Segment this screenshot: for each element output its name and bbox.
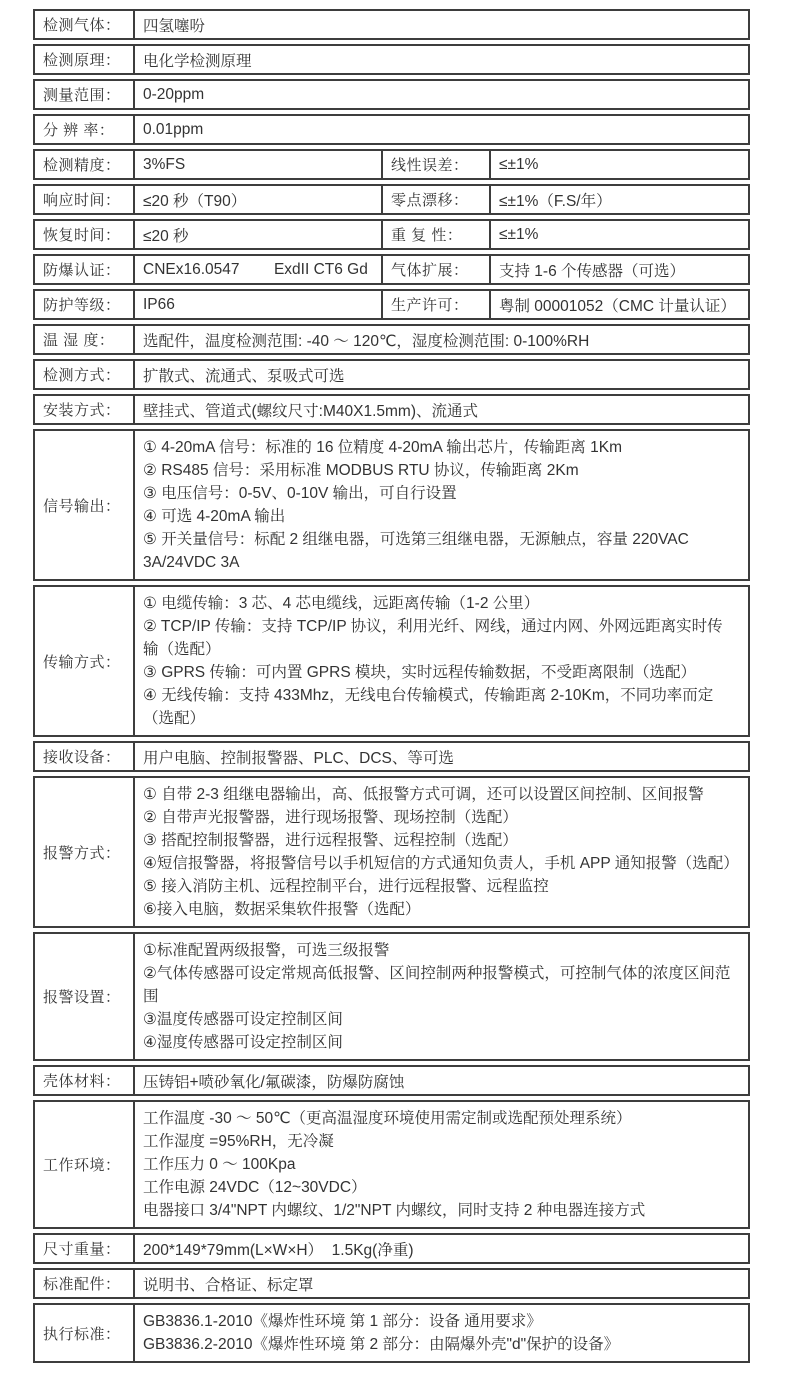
spec-line: ④短信报警器，将报警信号以手机短信的方式通知负责人，手机 APP 通知报警（选配） <box>143 855 739 872</box>
row-label: 恢复时间： <box>35 221 135 248</box>
row-value-lines <box>135 934 748 1059</box>
row-value-lines <box>135 587 748 735</box>
spec-line: ① 4-20mA 信号：标准的 16 位精度 4-20mA 输出芯片，传输距离 1Km <box>143 439 622 456</box>
row-label: 温 湿 度： <box>35 326 135 353</box>
spec-line: 工作电源 24VDC（12~30VDC） <box>143 1179 367 1196</box>
row-label: 传输方式： <box>35 587 135 735</box>
spec-row <box>33 932 750 1061</box>
row-value-secondary: ≤±1% <box>499 225 539 243</box>
spec-row <box>33 44 750 75</box>
row-label: 接收设备： <box>35 743 135 770</box>
row-label: 壳体材料： <box>35 1067 135 1094</box>
spec-line: ② 自带声光报警器，进行现场报警、现场控制（选配） <box>143 809 518 826</box>
row-value: 说明书、合格证、标定罩 <box>143 1276 314 1294</box>
spec-row <box>33 149 750 180</box>
spec-row <box>33 79 750 110</box>
spec-line: GB3836.2-2010《爆炸性环境 第 2 部分：由隔爆外壳"d"保护的设备》 <box>143 1336 620 1353</box>
row-value: 扩散式、流通式、泵吸式可选 <box>143 367 345 385</box>
row-value: 用户电脑、控制报警器、PLC、DCS、等可选 <box>143 749 454 767</box>
spec-line: ⑥接入电脑，数据采集软件报警（选配） <box>143 901 421 918</box>
spec-line: ⑤ 开关量信号：标配 2 组继电器，可选第三组继电器，无源触点，容量 220VAC 3A/24VDC 3A <box>143 531 694 571</box>
spec-row <box>33 394 750 425</box>
spec-line: ④湿度传感器可设定控制区间 <box>143 1034 343 1051</box>
spec-table <box>33 9 750 1363</box>
row-label: 工作环境： <box>35 1102 135 1227</box>
row-value: 0.01ppm <box>143 120 204 138</box>
row-value-secondary: 粤制 00001052（CMC 计量认证） <box>499 297 736 315</box>
spec-line: ③ 搭配控制报警器，进行远程报警、远程控制（选配） <box>143 832 518 849</box>
spec-line: ① 电缆传输：3 芯、4 芯电缆线，远距离传输（1-2 公里） <box>143 595 540 612</box>
row-label: 安装方式： <box>35 396 135 423</box>
row-label-secondary: 气体扩展： <box>383 256 491 283</box>
row-value: 200*149*79mm(L×W×H） 1.5Kg(净重) <box>143 1241 414 1259</box>
row-label: 报警方式： <box>35 778 135 926</box>
row-label-secondary: 零点漂移： <box>383 186 491 213</box>
spec-line: ② TCP/IP 传输：支持 TCP/IP 协议，利用光纤、网线，通过内网、外网远距离实时传输（选配） <box>143 618 723 658</box>
spec-row <box>33 324 750 355</box>
row-label: 尺寸重量： <box>35 1235 135 1262</box>
spec-row <box>33 585 750 737</box>
spec-line: ① 自带 2-3 组继电器输出，高、低报警方式可调，还可以设置区间控制、区间报警 <box>143 786 704 803</box>
row-value-secondary: ≤±1%（F.S/年） <box>499 192 612 210</box>
row-label: 检测原理： <box>35 46 135 73</box>
spec-row <box>33 1100 750 1229</box>
spec-row <box>33 184 750 215</box>
spec-row <box>33 776 750 928</box>
row-value: 壁挂式、管道式(螺纹尺寸:M40X1.5mm)、流通式 <box>143 402 478 420</box>
spec-line: ③ GPRS 传输：可内置 GPRS 模块，实时远程传输数据，不受距离限制（选配） <box>143 664 696 681</box>
row-label: 信号输出： <box>35 431 135 579</box>
row-label: 标准配件： <box>35 1270 135 1297</box>
spec-line: ④ 可选 4-20mA 输出 <box>143 508 286 525</box>
row-value-secondary: 支持 1-6 个传感器（可选） <box>499 262 686 280</box>
row-value-lines <box>135 1305 629 1361</box>
spec-row <box>33 1268 750 1299</box>
spec-line: 工作温度 -30 ～ 50℃（更高温湿度环境使用需定制或选配预处理系统） <box>143 1110 632 1127</box>
row-value-lines <box>135 1102 655 1227</box>
spec-line: ② RS485 信号：采用标准 MODBUS RTU 协议，传输距离 2Km <box>143 462 579 479</box>
row-label: 检测精度： <box>35 151 135 178</box>
row-label-secondary: 重 复 性： <box>383 221 491 248</box>
row-label: 检测气体： <box>35 11 135 38</box>
spec-row <box>33 359 750 390</box>
spec-row <box>33 741 750 772</box>
row-value: ≤20 秒（T90） <box>135 186 383 213</box>
spec-line: ③温度传感器可设定控制区间 <box>143 1011 343 1028</box>
spec-line: 工作湿度 =95%RH，无冷凝 <box>143 1133 334 1150</box>
row-label: 报警设置： <box>35 934 135 1059</box>
spec-line: ④ 无线传输：支持 433Mhz，无线电台传输模式，传输距离 2-10Km，不同功率而定（选配） <box>143 687 714 727</box>
row-value: 电化学检测原理 <box>143 52 252 70</box>
row-label-secondary: 生产许可： <box>383 291 491 318</box>
row-label: 防爆认证： <box>35 256 135 283</box>
spec-line: ③ 电压信号：0-5V、0-10V 输出，可自行设置 <box>143 485 457 502</box>
row-value-secondary: ≤±1% <box>499 155 539 173</box>
row-label: 执行标准： <box>35 1305 135 1361</box>
row-value: ≤20 秒 <box>135 221 383 248</box>
spec-row <box>33 429 750 581</box>
row-label-secondary: 线性误差： <box>383 151 491 178</box>
spec-row <box>33 1303 750 1363</box>
row-value: 压铸铝+喷砂氧化/氟碳漆，防爆防腐蚀 <box>143 1073 405 1091</box>
row-value: 3%FS <box>135 151 383 178</box>
row-value: 选配件，温度检测范围: -40 ～ 120℃，湿度检测范围: 0-100%RH <box>143 332 590 350</box>
spec-row <box>33 219 750 250</box>
spec-row <box>33 1233 750 1264</box>
row-value-lines <box>135 778 748 926</box>
spec-row <box>33 114 750 145</box>
row-label: 测量范围： <box>35 81 135 108</box>
spec-line: GB3836.1-2010《爆炸性环境 第 1 部分：设备 通用要求》 <box>143 1313 542 1330</box>
spec-line: 工作压力 0 ～ 100Kpa <box>143 1156 296 1173</box>
spec-line: ①标准配置两级报警，可选三级报警 <box>143 942 390 959</box>
row-label: 防护等级： <box>35 291 135 318</box>
spec-line: ②气体传感器可设定常规高低报警、区间控制两种报警模式，可控制气体的浓度区间范围 <box>143 965 731 1005</box>
row-value: CNEx16.0547 ExdII CT6 Gd <box>135 256 383 283</box>
row-label: 响应时间： <box>35 186 135 213</box>
row-value: IP66 <box>135 291 383 318</box>
row-value: 四氢噻吩 <box>143 17 206 35</box>
spec-row <box>33 289 750 320</box>
spec-row <box>33 1065 750 1096</box>
row-label: 检测方式： <box>35 361 135 388</box>
row-label: 分 辨 率： <box>35 116 135 143</box>
row-value: 0-20ppm <box>143 85 205 103</box>
row-value-lines <box>135 431 748 579</box>
spec-line: 电器接口 3/4"NPT 内螺纹、1/2"NPT 内螺纹，同时支持 2 种电器连接方式 <box>143 1202 646 1219</box>
spec-line: ⑤ 接入消防主机、远程控制平台，进行远程报警、远程监控 <box>143 878 549 895</box>
spec-row <box>33 9 750 40</box>
spec-row <box>33 254 750 285</box>
